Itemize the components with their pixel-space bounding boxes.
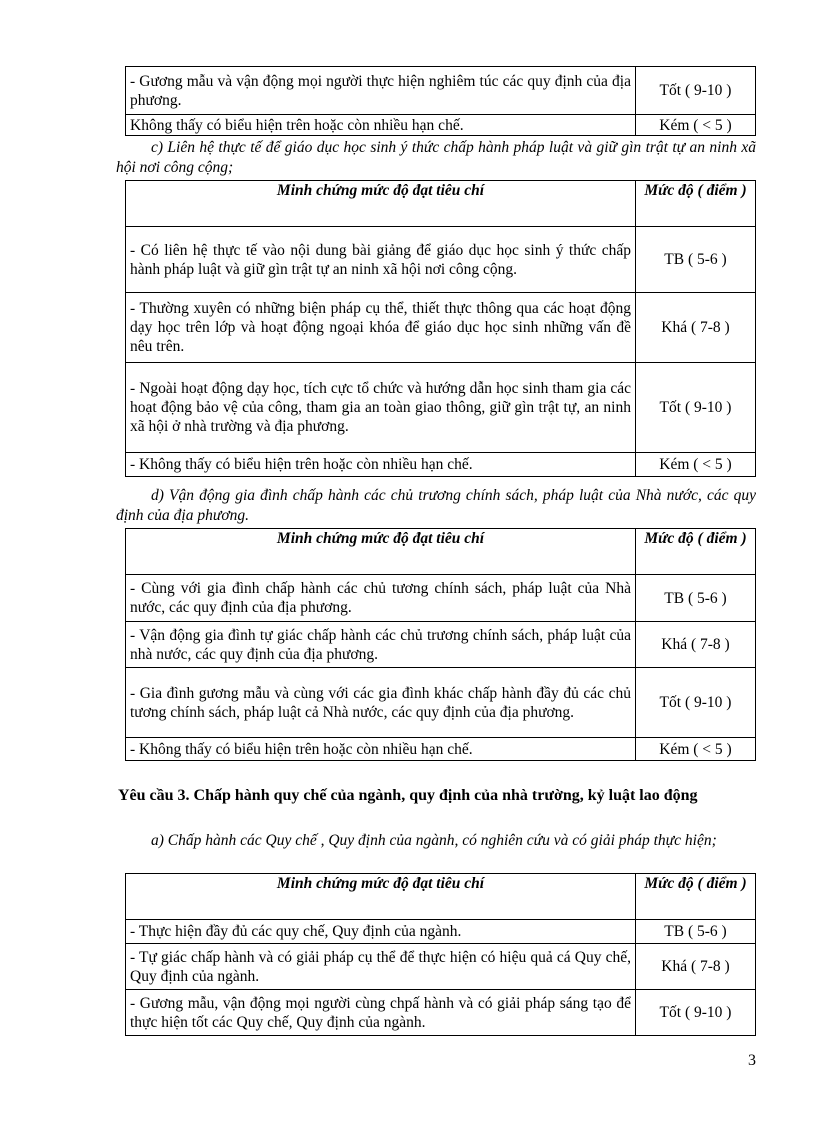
table-row [126, 453, 756, 477]
level-cell: TB ( 5-6 ) [636, 920, 756, 944]
table-row [126, 668, 756, 738]
evidence-cell: - Vận động gia đình tự giác chấp hành các chủ trương chính sách, pháp luật của nhà nước, các quy định của địa phương. [126, 622, 636, 668]
level-cell: Khá ( 7-8 ) [636, 944, 756, 990]
evidence-cell: - Không thấy có biểu hiện trên hoặc còn nhiều hạn chế. [126, 453, 636, 477]
criteria-table-c [125, 180, 756, 477]
header-evidence: Minh chứng mức độ đạt tiêu chí [126, 181, 636, 227]
level-cell: Tốt ( 9-10 ) [636, 363, 756, 453]
section-a-intro: a) Chấp hành các Quy chế , Quy định của ngành, có nghiên cứu và có giải pháp thực hiện; [151, 832, 717, 849]
requirement-3-heading: Yêu cầu 3. Chấp hành quy chế của ngành, quy định của nhà trường, kỷ luật lao động [118, 787, 698, 804]
level-cell: Tốt ( 9-10 ) [636, 668, 756, 738]
header-level: Mức độ ( điểm ) [636, 181, 756, 227]
table-row [126, 738, 756, 761]
criteria-table-a [125, 873, 756, 1036]
table-header-row [126, 529, 756, 575]
evidence-cell: Không thấy có biểu hiện trên hoặc còn nhiều hạn chế. [126, 115, 636, 136]
page-number: 3 [748, 1052, 756, 1069]
section-c-intro: c) Liên hệ thực tế để giáo dục học sinh ý thức chấp hành pháp luật và giữ gìn trật tự an ninh xã hội nơi công cộng; [116, 139, 756, 176]
level-cell: TB ( 5-6 ) [636, 575, 756, 622]
table-row [126, 920, 756, 944]
header-evidence: Minh chứng mức độ đạt tiêu chí [126, 874, 636, 920]
evidence-cell: - Tự giác chấp hành và có giải pháp cụ thể để thực hiện có hiệu quả cá Quy chế, Quy định của ngành. [126, 944, 636, 990]
section-d-intro: d) Vận động gia đình chấp hành các chủ trương chính sách, pháp luật của Nhà nước, các quy định của địa phương. [116, 487, 756, 524]
evidence-cell: - Thường xuyên có những biện pháp cụ thể, thiết thực thông qua các hoạt động dạy học trên lớp và hoạt động ngoại khóa để giáo dục học sinh những vấn đề nêu trên. [126, 293, 636, 363]
evidence-cell: - Có liên hệ thực tế vào nội dung bài giảng để giáo dục học sinh ý thức chấp hành pháp luật và giữ gìn trật tự an ninh xã hội nơi công cộng. [126, 227, 636, 293]
table-row [126, 944, 756, 990]
table-row [126, 575, 756, 622]
evidence-cell: - Gương mẫu và vận động mọi người thực hiện nghiêm túc các quy định của địa phương. [126, 67, 636, 115]
evidence-cell: - Thực hiện đầy đủ các quy chế, Quy định của ngành. [126, 920, 636, 944]
evidence-cell: - Gương mẫu, vận động mọi người cùng chpấ hành và có giải pháp sáng tạo để thực hiện tốt các Quy chế, Quy định của ngành. [126, 990, 636, 1036]
criteria-table-top [125, 66, 756, 136]
header-evidence: Minh chứng mức độ đạt tiêu chí [126, 529, 636, 575]
table-row [126, 293, 756, 363]
table-row [126, 622, 756, 668]
level-cell: Tốt ( 9-10 ) [636, 990, 756, 1036]
level-cell: Tốt ( 9-10 ) [636, 67, 756, 115]
level-cell: Khá ( 7-8 ) [636, 622, 756, 668]
table-row [126, 990, 756, 1036]
evidence-cell: - Ngoài hoạt động dạy học, tích cực tổ chức và hướng dẫn học sinh tham gia các hoạt động bảo vệ của công, tham gia an toàn giao thông, giữ gìn trật tự, an ninh xã hội ở nhà trường và địa phương. [126, 363, 636, 453]
evidence-cell: - Cùng với gia đình chấp hành các chủ tương chính sách, pháp luật của Nhà nước, các quy định của địa phương. [126, 575, 636, 622]
level-cell: Kém ( < 5 ) [636, 453, 756, 477]
level-cell: Kém ( < 5 ) [636, 115, 756, 136]
evidence-cell: - Gia đình gương mẫu và cùng với các gia đình khác chấp hành đầy đủ các chủ tương chính sách, pháp luật cả Nhà nước, các quy định của địa phương. [126, 668, 636, 738]
table-row [126, 115, 756, 136]
header-level: Mức độ ( điểm ) [636, 529, 756, 575]
evidence-cell: - Không thấy có biểu hiện trên hoặc còn nhiều hạn chế. [126, 738, 636, 761]
table-header-row [126, 874, 756, 920]
table-row [126, 67, 756, 115]
level-cell: Khá ( 7-8 ) [636, 293, 756, 363]
header-level: Mức độ ( điểm ) [636, 874, 756, 920]
level-cell: TB ( 5-6 ) [636, 227, 756, 293]
level-cell: Kém ( < 5 ) [636, 738, 756, 761]
table-row [126, 227, 756, 293]
criteria-table-d [125, 528, 756, 761]
table-header-row [126, 181, 756, 227]
table-row [126, 363, 756, 453]
